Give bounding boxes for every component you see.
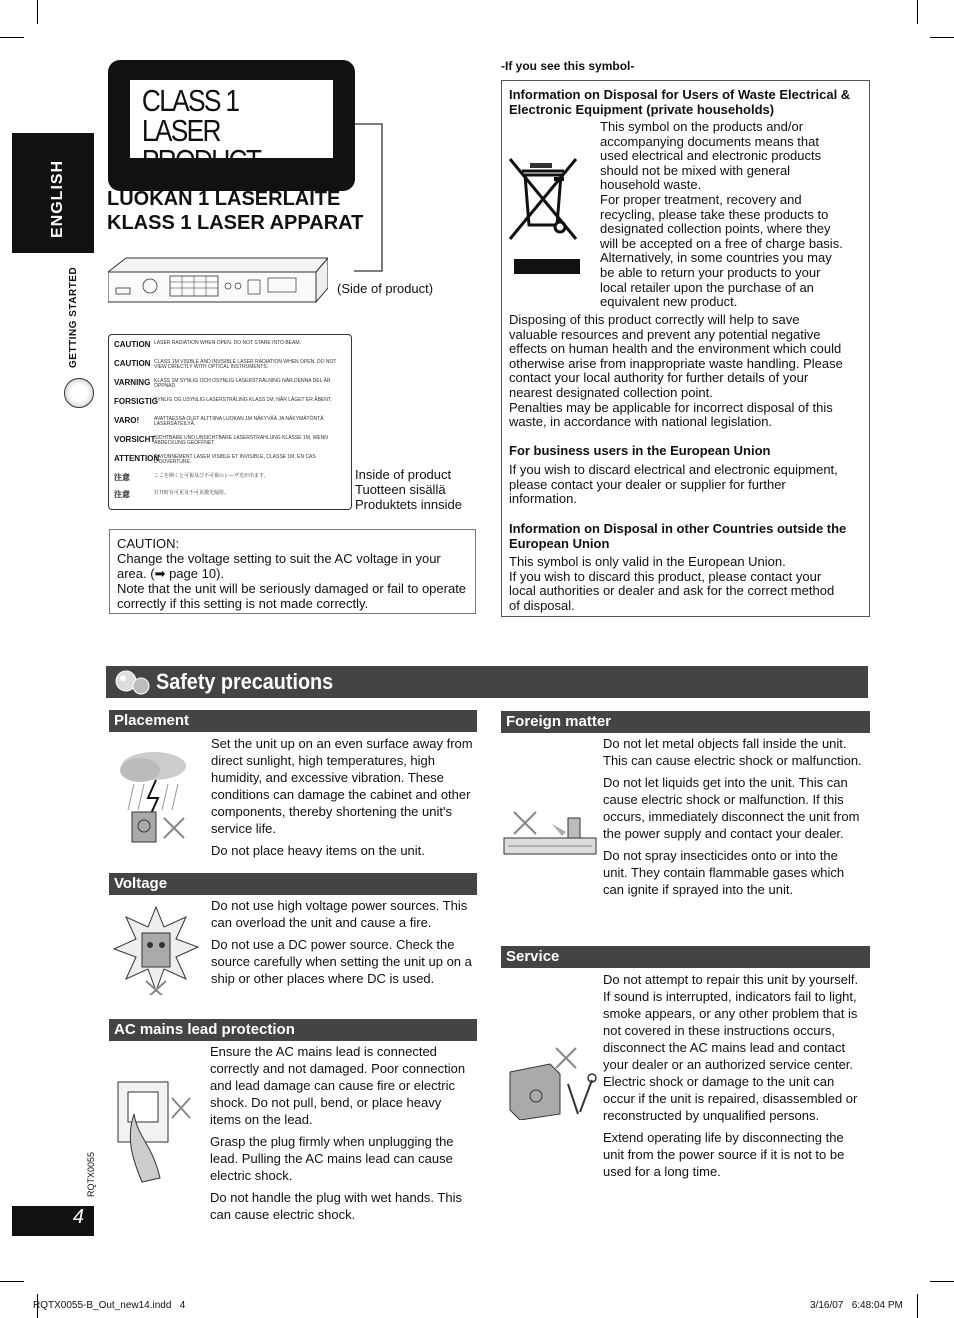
class1-laser-label (108, 60, 355, 191)
laser-label-line2: LASER PRODUCT (141, 113, 261, 178)
ac-mains-heading: AC mains lead protection (109, 1019, 477, 1041)
text-line: local authorities or dealer and ask for the correct method (509, 583, 835, 599)
crop-mark (0, 1281, 24, 1282)
warning-row: VARNING KLASS 1M SYNLIG OCH OSYNLIG LASERSTRÅLNING NÄR DENNA DEL ÄR ÖPPNAD. (114, 378, 331, 389)
text-line: waste, in accordance with national legislation. (509, 414, 773, 430)
text-line: please contact your dealer or supplier for further (509, 476, 786, 492)
text-line: equivalent new product. (600, 294, 738, 310)
service-text (603, 971, 865, 1185)
footer-timestamp: 3/16/07 6:48:04 PM (810, 1300, 903, 1311)
text-line: will be accepted on a free of charge basis. (600, 235, 843, 251)
text-line: local retailer upon the purchase of an (600, 279, 814, 295)
crop-mark (917, 0, 918, 24)
text-line: effects on human health and the environment which could (509, 341, 842, 357)
plug-hand-icon (112, 1078, 202, 1186)
footer-file-name: RQTX0055-B_Out_new14.indd 4 (33, 1300, 186, 1311)
placement-text (211, 735, 473, 864)
text-line: Penalties may be applicable for incorrect disposal of this (509, 399, 833, 415)
inside-line: Produktets innside (355, 497, 462, 512)
crop-mark (37, 0, 38, 24)
page-number: 4 (72, 1206, 84, 1228)
luokan-text: LUOKAN 1 LASERLAITE (107, 188, 341, 210)
liquid-on-unit-icon (502, 804, 598, 860)
voltage-p2: Do not use a DC power source. Check the source carefully when setting the unit up on a ship or other places where DC is used. (211, 937, 472, 986)
page-number-box (12, 1206, 94, 1236)
warning-row: VORSICHTSICHTBARE UND UNSICHTBARE LASERSTRAHLUNG KLASSE 1M, WENN ABDECKUNG GEÖFFNET. (114, 435, 328, 446)
warning-row: 注意 ここを開くと可視及び不可視のレーザ光が出ます。 (114, 473, 269, 482)
business-users-title: For business users in the European Union (509, 443, 771, 458)
placement-p2: Do not place heavy items on the unit. (211, 843, 425, 858)
warning-row: 注意 打开时有可见及不可见激光辐射。 (114, 490, 230, 499)
text-line: of disposal. (509, 597, 575, 613)
inside-line: Tuotteen sisällä (355, 482, 446, 497)
text-line: If you wish to discard this product, please contact your (509, 568, 822, 584)
disposal-text (509, 313, 843, 430)
symbol-heading: -If you see this symbol- (501, 59, 635, 73)
text-line: nearest designated collection point. (509, 384, 713, 400)
caution-text: Change the voltage setting to suit the AC voltage in your area. (➡ page 10). (117, 551, 441, 581)
text-line: used electrical and electronic products (600, 148, 822, 164)
voltage-heading: Voltage (109, 873, 477, 895)
text-line: information. (509, 491, 577, 507)
crop-mark (930, 1281, 954, 1282)
electric-shock-icon (110, 903, 202, 995)
voltage-text (211, 897, 476, 992)
placement-p1: Set the unit up on an even surface away from direct sunlight, high temperatures, high humidity, and excessive vibration. These conditions can damage the cabinet and other components, thereby shortening the unit's service life. (211, 736, 473, 836)
device-side-illustration (108, 254, 328, 304)
other-countries-title: Information on Disposal in other Countries outside the European Union (509, 521, 847, 551)
klass-text: KLASS 1 LASER APPARAT (107, 212, 364, 234)
foreign-matter-p1: Do not let metal objects fall inside the unit. This can cause electric shock or malfunction. (603, 736, 862, 768)
text-line: This symbol on the products and/or (600, 119, 804, 134)
ac-mains-p2: Grasp the plug firmly when unplugging the lead. Pulling the AC mains lead can cause electric shock. (210, 1134, 454, 1183)
foreign-matter-p3: Do not spray insecticides onto or into the unit. They contain flammable gases which can ignite if sprayed into the unit. (603, 848, 845, 897)
ac-mains-text (210, 1043, 475, 1228)
storm-weather-icon (114, 746, 194, 846)
caution-title: CAUTION: (117, 536, 180, 551)
repair-tools-icon (506, 1044, 602, 1120)
business-users-text (509, 463, 838, 507)
voltage-p1: Do not use high voltage power sources. This can overload the unit and cause a fire. (211, 898, 468, 930)
text-line: otherwise arise from inappropriate waste handling. Please (509, 355, 843, 371)
laser-class-translations (107, 187, 363, 235)
text-line: Disposing of this product correctly will help to save (509, 312, 800, 327)
text-line: be able to return your products to your (600, 264, 821, 280)
laser-label-inner (130, 80, 333, 178)
text-line: For proper treatment, recovery and (600, 191, 802, 207)
safety-precautions-header (106, 666, 868, 698)
other-countries-text (509, 555, 834, 613)
language-label: ENGLISH (49, 159, 66, 238)
inside-line: Inside of product (355, 467, 452, 482)
getting-started-icon (64, 378, 94, 408)
ac-mains-p1: Ensure the AC mains lead is connected correctly and not damaged. Poor connection and lead damage can cause fire or electric shock. Do not pull, bend, or place heavy items on the lead. (210, 1044, 466, 1127)
caution-text: Note that the unit will be seriously damaged or fail to operate correctly if this setting is not made correctly. (117, 581, 467, 611)
warning-row: FORSIGTIGSYNLIG OG USYNLIG LASERSTRÅLING KLASS 1M, NÅR LÅGET ER ÅBENT. (114, 397, 332, 406)
foreign-matter-text (603, 735, 865, 903)
crop-mark (0, 37, 24, 38)
section-label: GETTING STARTED (68, 266, 79, 368)
crossed-out-wheelie-bin-icon (508, 155, 584, 275)
warning-row: CAUTION CLASS 1M VISIBLE AND INVISIBLE LASER RADIATION WHEN OPEN. DO NOT VIEW DIRECTLY WITH OPTICAL INSTRUMENTS. (114, 359, 337, 370)
safety-precautions-title: Safety precautions (156, 669, 334, 694)
crop-mark (917, 1294, 918, 1318)
text-line: This symbol is only valid in the European Union. (509, 554, 786, 569)
disposal-symbol-text (600, 120, 843, 310)
text-line: designated collection points, where they (600, 221, 831, 237)
laser-warning-label-table (108, 334, 352, 510)
service-p2: Extend operating life by disconnecting the unit from the power source if it is not to be used for a long time. (603, 1130, 845, 1179)
service-p1: Do not attempt to repair this unit by yourself. If sound is interrupted, indicators fail to light, smoke appears, or any other problem that is not covered in these instructions occurs, disconnect the AC mains lead and contact your dealer or an authorized service center. Electric shock or damage to the unit can occur if the unit is repaired, disassembled or reconstructed by unqualified persons. (603, 972, 859, 1123)
doc-code: RQTX0055 (86, 1151, 96, 1197)
service-heading: Service (501, 946, 870, 968)
placement-heading: Placement (109, 710, 477, 732)
text-line: accompanying documents means that (600, 133, 819, 149)
crop-mark (930, 37, 954, 38)
text-line: household waste. (600, 177, 702, 193)
warning-row: CAUTION LASER RADIATION WHEN OPEN. DO NOT STARE INTO BEAM. (114, 340, 301, 349)
text-line: If you wish to discard electrical and electronic equipment, (509, 462, 838, 477)
warning-row: ATTENTIONRAYONNEMENT LASER VISIBLE ET INVISIBLE, CLASSE 1M, EN CAS D'OUVERTURE. (114, 454, 316, 465)
inside-of-product-label (355, 467, 462, 512)
language-tab (12, 133, 94, 253)
foreign-matter-p2: Do not let liquids get into the unit. This can cause electric shock or malfunction. If this occurs, immediately disconnect the unit from the power supply and contact your dealer. (603, 775, 860, 841)
safety-icon (112, 668, 154, 696)
laser-label-line1: CLASS 1 (141, 83, 239, 118)
caution-box (109, 529, 476, 614)
foreign-matter-heading: Foreign matter (501, 711, 870, 733)
text-line: Alternatively, in some countries you may (600, 250, 832, 266)
text-line: should not be mixed with general (600, 162, 791, 178)
ac-mains-p3: Do not handle the plug with wet hands. This can cause electric shock. (210, 1190, 462, 1222)
text-line: valuable resources and prevent any potential negative (509, 326, 821, 342)
text-line: contact your local authority for further details of your (509, 370, 809, 386)
text-line: recycling, please take these products to (600, 206, 829, 222)
disposal-title: Information on Disposal for Users of Waste Electrical & Electronic Equipment (private households) (509, 87, 851, 117)
warning-row: VARO! AVATTAESSA OLET ALTTIINA LUOKAN 1M NÄKYVÄÄ JA NÄKYMÄTÖNTÄ LASERSÄTEILYÄ. (114, 416, 324, 427)
side-of-product-label: (Side of product) (337, 281, 434, 296)
